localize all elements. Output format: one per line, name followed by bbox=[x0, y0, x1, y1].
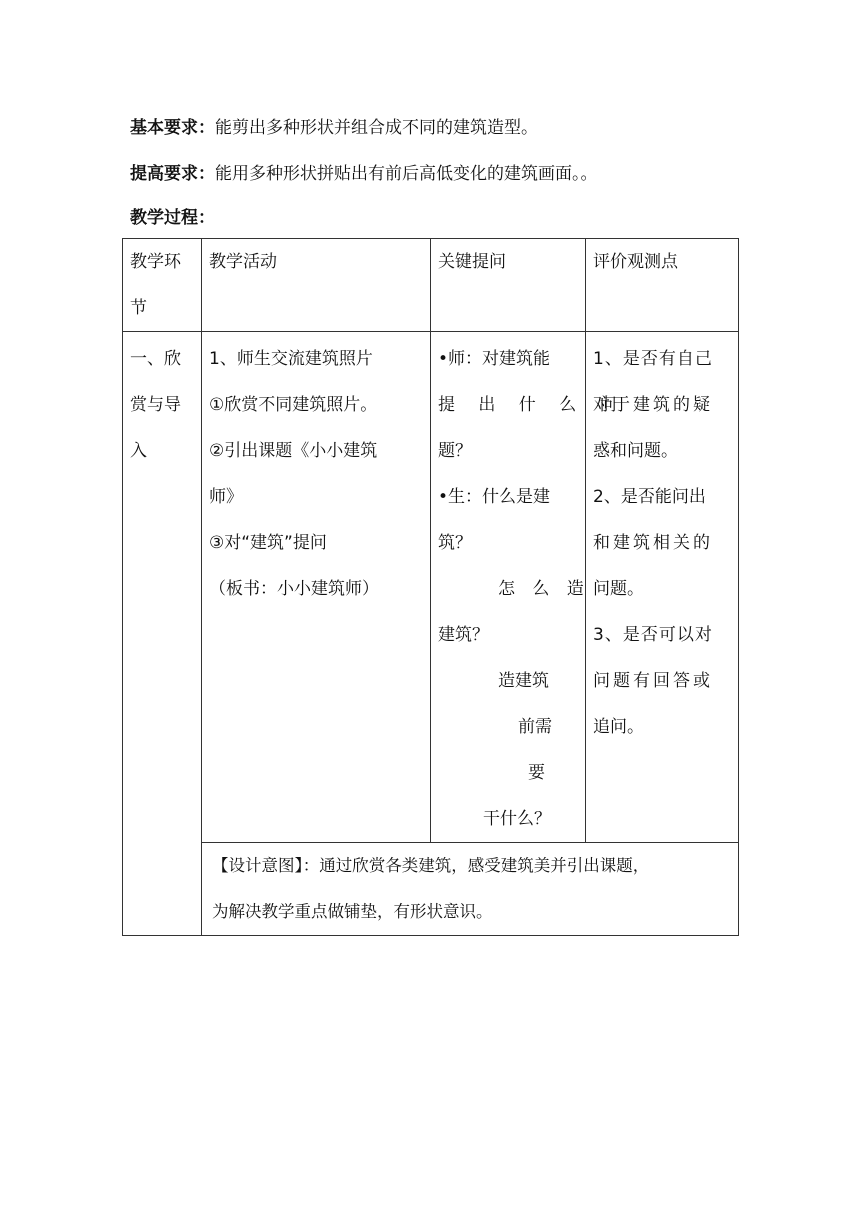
stage-cell bbox=[123, 332, 202, 936]
evaluation-line: 1、是否有自己 bbox=[593, 349, 713, 369]
teaching-process-heading bbox=[130, 206, 215, 230]
stage-line: 赏与导 bbox=[130, 395, 181, 415]
activity-line: ②引出课题《小小建筑 bbox=[209, 441, 378, 461]
basic-requirement-label: 基本要求： bbox=[130, 118, 215, 138]
question-line: 筑？ bbox=[438, 533, 472, 553]
advanced-requirement bbox=[130, 162, 598, 186]
basic-requirement-text: 能剪出多种形状并组合成不同的建筑造型。 bbox=[215, 118, 538, 138]
evaluation-line: 惑和问题。 bbox=[593, 441, 678, 461]
lesson-table bbox=[122, 238, 739, 936]
question-line: 怎 么 造 bbox=[498, 579, 590, 599]
question-line: 题？ bbox=[438, 441, 472, 461]
activity-line: （板书：小小建筑师） bbox=[209, 579, 379, 599]
table-row bbox=[123, 332, 739, 843]
header-stage bbox=[123, 239, 202, 332]
header-evaluation-label: 评价观测点 bbox=[593, 252, 678, 272]
stage-line: 一、欣 bbox=[130, 349, 181, 369]
question-line: 建筑？ bbox=[438, 625, 489, 645]
header-questions bbox=[431, 239, 586, 332]
header-stage-line2: 节 bbox=[130, 298, 147, 318]
design-note-cell bbox=[202, 843, 739, 936]
evaluation-line: 对于建筑的疑 bbox=[593, 395, 713, 415]
question-line: 造建筑 bbox=[498, 671, 549, 691]
design-note-row bbox=[123, 843, 739, 936]
header-activities bbox=[202, 239, 431, 332]
teaching-process-label: 教学过程： bbox=[130, 208, 215, 228]
table-header-row bbox=[123, 239, 739, 332]
basic-requirement bbox=[130, 116, 538, 140]
evaluation-line: 问题。 bbox=[593, 579, 644, 599]
question-line: 提 出 什 么 问 bbox=[438, 395, 626, 415]
evaluation-line: 3、是否可以对 bbox=[593, 625, 713, 645]
design-note-line: 【设计意图】：通过欣赏各类建筑，感受建筑美并引出课题， bbox=[212, 856, 650, 875]
stage-line: 入 bbox=[130, 441, 147, 461]
activities-cell bbox=[202, 332, 431, 843]
activity-line: 1、师生交流建筑照片 bbox=[209, 349, 373, 369]
question-line: •生：什么是建 bbox=[438, 487, 551, 507]
activity-line: ③对“建筑”提问 bbox=[209, 533, 327, 553]
header-questions-label: 关键提问 bbox=[438, 252, 506, 272]
activity-line: 师》 bbox=[209, 487, 243, 507]
design-note-line: 为解决教学重点做铺垫，有形状意识。 bbox=[212, 902, 493, 921]
evaluation-line: 2、是否能问出 bbox=[593, 487, 706, 507]
advanced-requirement-label: 提高要求： bbox=[130, 164, 215, 184]
evaluation-cell bbox=[586, 332, 739, 843]
activity-line: ①欣赏不同建筑照片。 bbox=[209, 395, 378, 415]
evaluation-line: 和建筑相关的 bbox=[593, 533, 713, 553]
advanced-requirement-text: 能用多种形状拼贴出有前后高低变化的建筑画面。。 bbox=[215, 164, 598, 184]
question-line: 要 bbox=[528, 763, 545, 783]
header-evaluation bbox=[586, 239, 739, 332]
evaluation-line: 问题有回答或 bbox=[593, 671, 713, 691]
question-line: 前需 bbox=[518, 717, 552, 737]
header-stage-line1: 教学环 bbox=[130, 252, 181, 272]
question-line: 干什么？ bbox=[483, 809, 551, 829]
header-activities-label: 教学活动 bbox=[209, 252, 277, 272]
question-line: •师：对建筑能 bbox=[438, 349, 551, 369]
evaluation-line: 追问。 bbox=[593, 717, 644, 737]
